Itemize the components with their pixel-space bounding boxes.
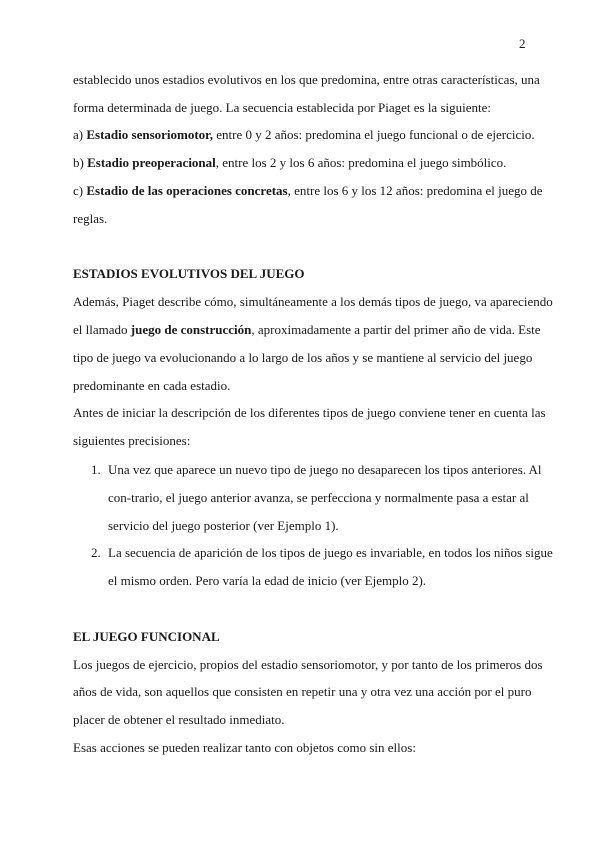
list-item-1-line-3: servicio del juego posterior (ver Ejemplo 1). [108,518,339,533]
stage-c-name: Estadio de las operaciones concretas [86,183,288,198]
paragraph-1-line-2-rest: , aproximadamente a partir del primer año de vida. Este [251,322,541,337]
section-heading-estadios: ESTADIOS EVOLUTIVOS DEL JUEGO [73,266,305,281]
paragraph-3-line-3: placer de obtener el resultado inmediato. [73,712,285,727]
paragraph-3-line-2: años de vida, son aquellos que consisten en repetir una y otra vez una acción por el puro [73,684,532,699]
juego-construccion-term: juego de construcción [130,322,252,337]
intro-line-1: establecido unos estadios evolutivos en los que predomina, entre otras características, una [73,72,540,87]
stage-b-prefix: b) [73,155,88,170]
paragraph-1-line-3: tipo de juego va evolucionando a lo largo de los años y se mantiene al servicio del juego [73,350,533,365]
stage-a-line [73,127,535,143]
paragraph-1-line-1: Además, Piaget describe cómo, simultáneamente a los demás tipos de juego, va apareciendo [73,294,553,309]
paragraph-2-line-1: Antes de iniciar la descripción de los diferentes tipos de juego conviene tener en cuenta las [73,405,546,420]
stage-c-continuation: reglas. [73,211,108,226]
list-item-2-number: 2. [91,545,101,560]
stage-a-prefix: a) [73,127,87,142]
paragraph-1-line-2 [73,322,541,338]
paragraph-1-line-4: predominante en cada estadio. [73,378,231,393]
paragraph-4-line-1: Esas acciones se pueden realizar tanto con objetos como sin ellos: [73,740,416,755]
stage-a-name: Estadio sensoriomotor, [86,127,213,142]
list-item-1-line-1: Una vez que aparece un nuevo tipo de juego no desaparecen los tipos anteriores. Al [108,462,542,477]
list-item-1-number: 1. [91,462,101,477]
stage-b-description: , entre los 2 y los 6 años: predomina el juego simbólico. [215,155,507,170]
stage-c-description: , entre los 6 y los 12 años: predomina el juego de [287,183,543,198]
stage-c-line [73,183,543,199]
paragraph-1-line-2-pre: el llamado [73,322,131,337]
stage-b-name: Estadio preoperacional [87,155,216,170]
intro-line-2: forma determinada de juego. La secuencia establecida por Piaget es la siguiente: [73,100,491,115]
list-item-1-line-2: con-trario, el juego anterior avanza, se perfecciona y normalmente pasa a estar al [108,490,529,505]
list-item-2-line-2: el mismo orden. Pero varía la edad de inicio (ver Ejemplo 2). [108,573,427,588]
stage-c-prefix: c) [73,183,87,198]
page-number: 2 [519,36,526,51]
stage-b-line [73,155,506,171]
paragraph-3-line-1: Los juegos de ejercicio, propios del estadio sensoriomotor, y por tanto de los primeros dos [73,657,543,672]
paragraph-2-line-2: siguientes precisiones: [73,433,191,448]
list-item-2-line-1: La secuencia de aparición de los tipos de juego es invariable, en todos los niños sigue [108,545,553,560]
stage-a-description: entre 0 y 2 años: predomina el juego funcional o de ejercicio. [213,127,535,142]
section-heading-juego-funcional: EL JUEGO FUNCIONAL [73,629,220,644]
